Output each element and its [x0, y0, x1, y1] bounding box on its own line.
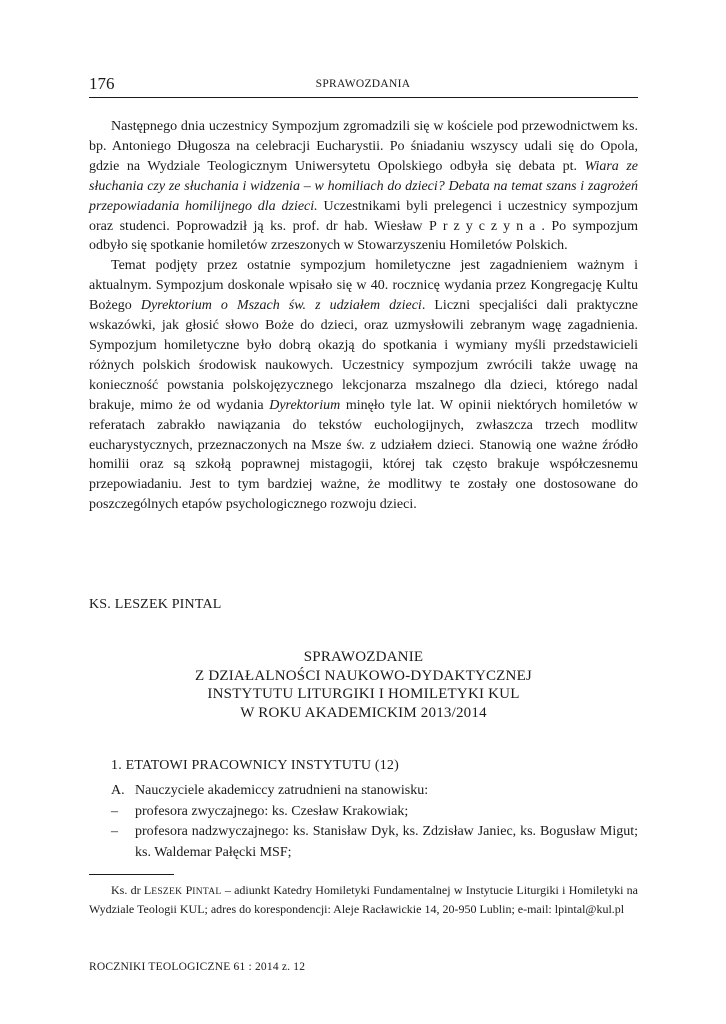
- report-title-line-2: Z DZIAŁALNOŚCI NAUKOWO-DYDAKTYCZNEJ: [195, 667, 532, 684]
- header-rule: [89, 97, 638, 98]
- journal-footer: ROCZNIKI TEOLOGICZNE 61 : 2014 z. 12: [89, 961, 306, 973]
- list-marker: –: [111, 824, 118, 839]
- report-title-line-3: INSTYTUTU LITURGIKI I HOMILETYKI KUL: [207, 686, 520, 702]
- staff-list: [111, 781, 638, 863]
- list-marker: A.: [111, 783, 125, 798]
- directory-short-title: Dyrektorium: [269, 397, 341, 413]
- directory-title: Dyrektorium o Mszach św. z udziałem dzieci: [140, 298, 422, 314]
- footnote-prefix: Ks. dr: [111, 883, 144, 897]
- report-title: [89, 648, 638, 722]
- author-footnote: [89, 882, 638, 919]
- list-item-text: Nauczyciele akademiccy zatrudnieni na stanowisku:: [135, 783, 429, 798]
- section-heading: 1. ETATOWI PRACOWNICY INSTYTUTU (12): [111, 758, 399, 773]
- footnote-first-smallcaps: ESZEK: [151, 887, 183, 897]
- paragraph-1-text-a: Następnego dnia uczestnicy Sympozjum zgromadzili się w kościele pod przewodnictwem ks. bp. Antoniego Długosza na celebracji Eucharystii. Po śniadaniu wszyscy udali się do Opola, gdzie na Wydziale Teologicznym Uniwersytetu Opolskiego odbyła się debata pt.: [89, 119, 638, 174]
- debate-title: Wiara ze słuchania czy ze słuchania i widzenia – w homiliach do dzieci? Debata na temat szans i zagrożeń przepowiadania homilijnego dla dzieci.: [89, 158, 638, 214]
- list-marker: –: [111, 803, 118, 819]
- report-author: KS. LESZEK PINTAL: [89, 597, 222, 612]
- footnote-paragraph: [89, 882, 638, 919]
- paragraph-1-text-c: . Po sympozjum odbyło się spotkanie homiletów zrzeszonych w Stowarzyszeniu Homiletów Polskich.: [89, 218, 638, 254]
- footnote-text: – adiunkt Katedry Homiletyki Fundamentalnej w Instytucie Liturgiki i Homiletyki na Wydziale Teologii KUL; adres do korespondencji: Aleje Racławickie 14, 20-950 Lublin; e-mail: lpintal@kul.pl: [89, 883, 639, 917]
- footnote-rule: [89, 874, 174, 875]
- footnote-name-last: PINTAL: [185, 883, 222, 897]
- list-item: [111, 781, 638, 802]
- paragraph-2: [89, 256, 638, 515]
- footnote-last-smallcaps: INTAL: [192, 887, 222, 897]
- list-item-text: profesora zwyczajnego: ks. Czesław Krakowiak;: [135, 803, 409, 819]
- moderator-surname: Przyczyna: [429, 218, 542, 234]
- paragraph-1-text-b: Uczestnikami byli prelegenci i uczestnicy sympozjum oraz studenci. Poprowadził ją ks. prof. dr hab. Wiesław: [89, 198, 638, 234]
- report-title-line-4: W ROKU AKADEMICKIM 2013/2014: [240, 704, 487, 721]
- paragraph-2-text-a: Temat podjęty przez ostatnie sympozjum homiletyczne jest zagadnieniem ważnym i aktualnym. Sympozjum doskonale wpisało się w 40. rocznicę wydania przez Kongregację Kultu Bożego: [89, 258, 638, 314]
- list-item: [111, 822, 638, 863]
- list-item-text: profesora nadzwyczajnego: ks. Stanisław Dyk, ks. Zdzisław Janiec, ks. Bogusław Migut; ks. Waldemar Pałęcki MSF;: [135, 824, 638, 860]
- paragraph-1: [89, 117, 638, 256]
- page-number: 176: [89, 74, 115, 93]
- running-head: SPRAWOZDANIA: [315, 78, 411, 90]
- report-title-line-1: SPRAWOZDANIE: [303, 649, 424, 665]
- footnote-name-first: LESZEK: [143, 883, 183, 897]
- paragraph-2-text-c: minęło tyle lat. W opinii niektórych homiletów w referatach zabrakło nawiązania do tekstów euchologijnych, zwłaszcza trzech modlitw eucharystycznych, przeznaczonych na Msze św. z udziałem dzieci. Stanowią one ważne źródło homilii oraz są szkołą poprawnej mistagogii, której tak często brakuje współczesnemu przepowiadaniu. Jest to tym bardziej ważne, że modlitwy te zostały one dostosowane do poszczególnych etapów psychologicznego rozwoju dzieci.: [89, 397, 638, 513]
- paragraph-2-text-b: . Liczni specjaliści dali praktyczne wskazówki, jak głosić słowo Boże do dzieci, oraz uzmysłowili zebranym wagę zagadnienia. Sympozjum homiletyczne było dobrą okazją do spotkania i wymiany myśli przedstawicieli różnych polskich środowisk naukowych. Uczestnicy sympozjum zwrócili także uwagę na konieczność powstania polskojęzycznego lekcjonarza mszalnego dla dzieci, którego nadal brakuje, mimo że od wydania: [89, 298, 638, 413]
- list-item: [111, 802, 638, 823]
- body-text: [89, 117, 638, 515]
